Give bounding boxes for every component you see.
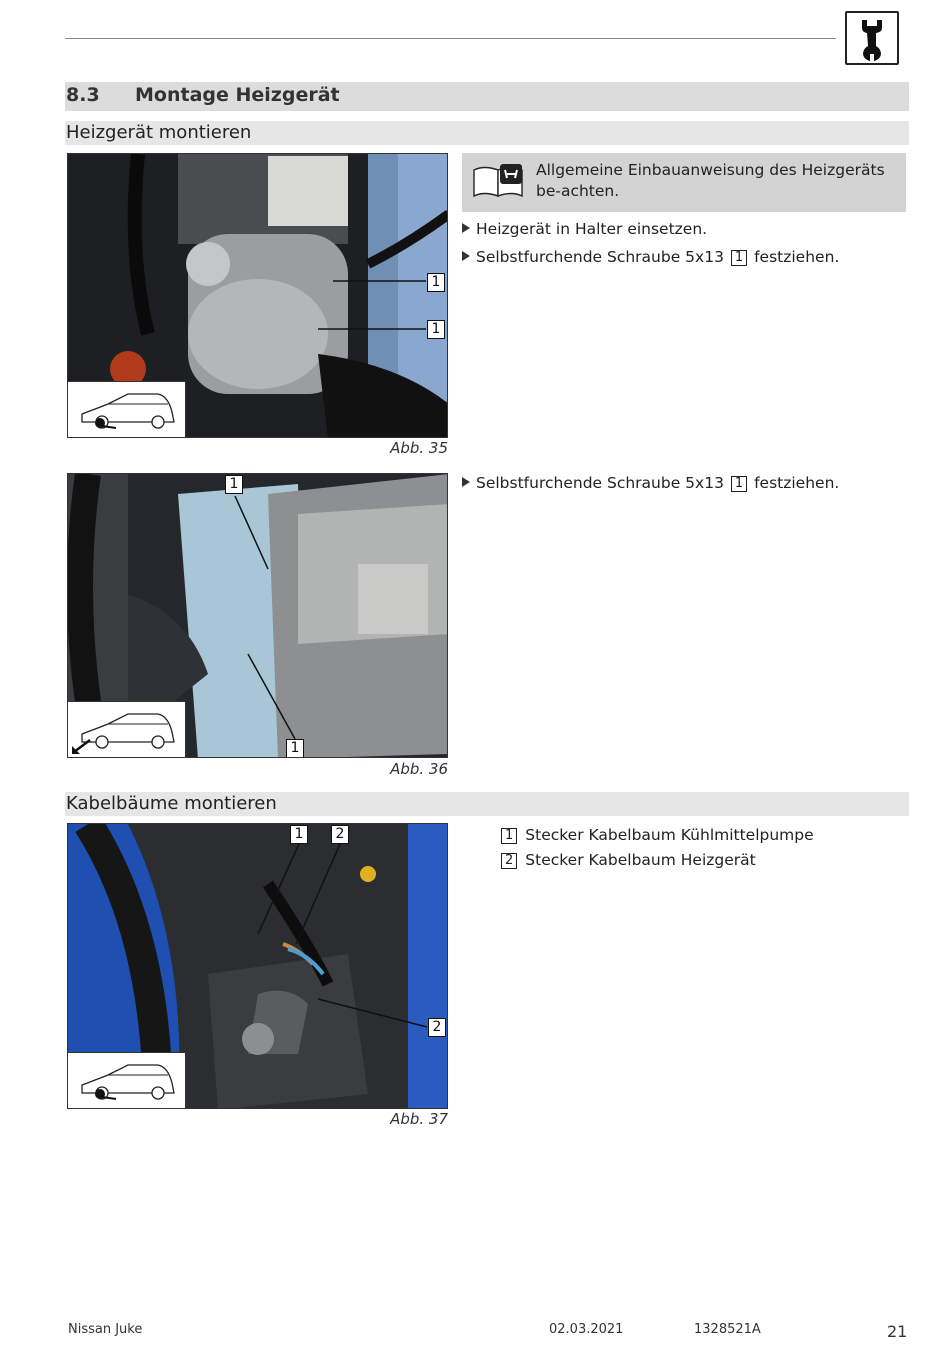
callout-2: 2 (331, 825, 349, 844)
figure-36-photo (67, 473, 448, 758)
footer-date: 02.03.2021 (549, 1322, 624, 1337)
reference-number: 1 (501, 828, 517, 844)
callout-2: 2 (428, 1018, 446, 1037)
bullet-arrow-icon (462, 223, 470, 233)
figure-caption: Abb. 37 (390, 1110, 448, 1128)
footer-vehicle: Nissan Juke (68, 1322, 143, 1337)
vehicle-location-inset (68, 381, 186, 437)
page-number: 21 (887, 1322, 908, 1341)
legend-item: 1 Stecker Kabelbaum Kühlmittelpumpe (501, 826, 814, 844)
figure-caption: Abb. 35 (390, 439, 448, 457)
callout-1: 1 (286, 739, 304, 758)
vehicle-location-inset (68, 701, 186, 757)
subsection-title: Heizgerät montieren (66, 122, 252, 143)
car-outline-icon (68, 382, 186, 438)
callout-1: 1 (427, 273, 445, 292)
legend-item: 2 Stecker Kabelbaum Heizgerät (501, 851, 756, 869)
reference-number: 1 (731, 476, 747, 492)
car-outline-icon (68, 1053, 186, 1109)
instruction-step: Selbstfurchende Schraube 5x13 1 festziehen. (462, 474, 839, 492)
figure-37-photo (67, 823, 448, 1109)
bullet-arrow-icon (462, 251, 470, 261)
instruction-step: Heizgerät in Halter einsetzen. (462, 220, 707, 238)
reference-number: 1 (731, 250, 747, 266)
reference-number: 2 (501, 853, 517, 869)
footer-doc-number: 1328521A (694, 1322, 761, 1337)
note-text: Allgemeine Einbauanweisung des Heizgeräts be-achten. (536, 161, 885, 200)
bullet-arrow-icon (462, 477, 470, 487)
wrench-icon (845, 11, 899, 65)
vehicle-location-inset (68, 1052, 186, 1108)
section-title: Montage Heizgerät (135, 84, 340, 106)
instruction-step: Selbstfurchende Schraube 5x13 1 festziehen. (462, 248, 839, 266)
callout-1: 1 (290, 825, 308, 844)
header-rule (65, 38, 836, 39)
figure-caption: Abb. 36 (390, 760, 448, 778)
callout-1: 1 (225, 475, 243, 494)
manual-book-icon (472, 162, 526, 202)
car-outline-icon (68, 702, 186, 758)
section-number: 8.3 (66, 84, 100, 106)
subsection-title: Kabelbäume montieren (66, 793, 277, 814)
figure-35-photo (67, 153, 448, 438)
callout-1: 1 (427, 320, 445, 339)
